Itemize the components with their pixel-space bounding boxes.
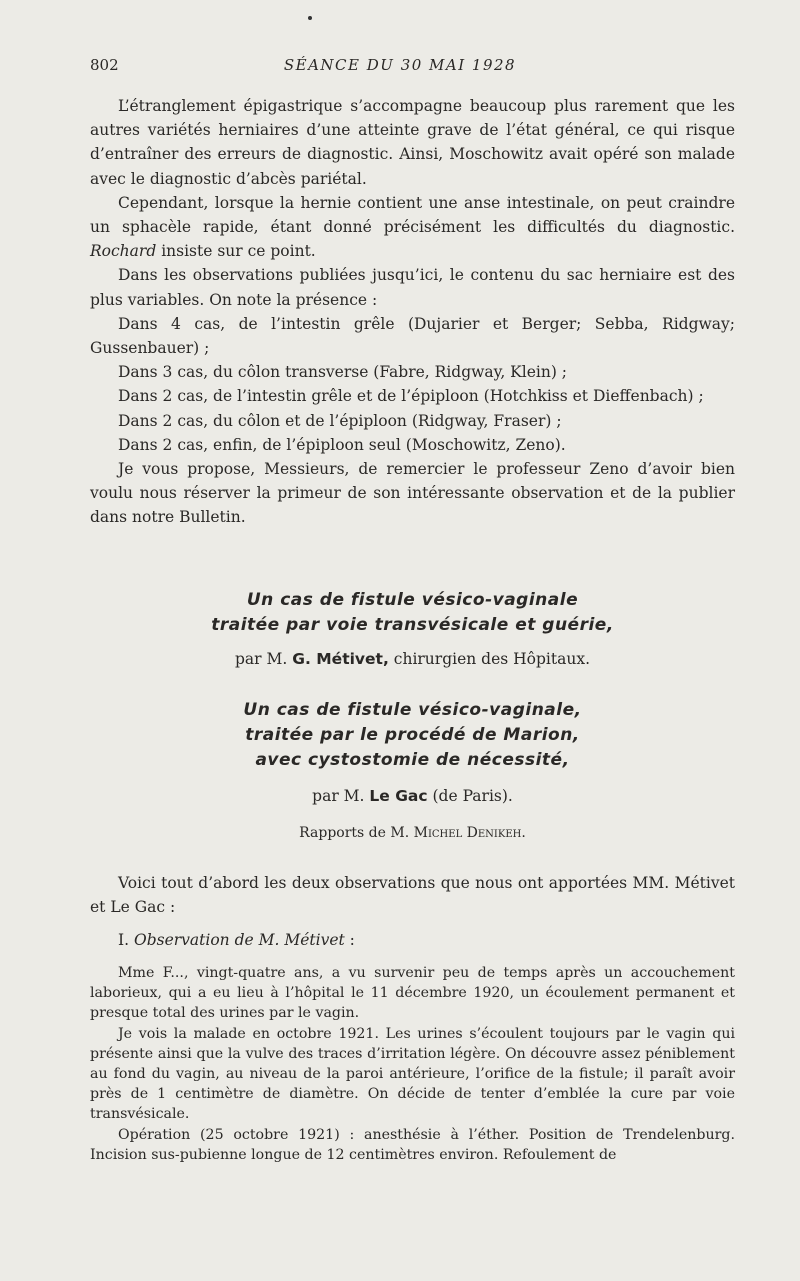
article1-byline [90, 648, 735, 670]
article2-title-line-2: traitée par le procédé de Marion, [245, 724, 580, 745]
body-paragraph-5: Voici tout d’abord les deux observations que nous ont apportées MM. Métivet et Le Gac : [90, 873, 735, 916]
article1-title-line-1: Un cas de fistule vésico-vaginale [246, 589, 579, 610]
reporter-name: Michel Denikeh. [413, 824, 526, 841]
case-report-text-1: F..., vingt-quatre ans, a vu survenir peu de temps après un accouchement laborieux, qui a eu lieu à l’hôpital le 11 décembre 1920, un écoulement permanent et presque total des urines par le vagin. [90, 965, 735, 1022]
reports-prefix: Rapports de M. [299, 824, 410, 841]
case-line-1: Dans 4 cas, de l’intestin grêle (Dujarier et Berger; Sebba, Ridgway; Gussenbauer) ; [90, 314, 735, 358]
page-body [90, 94, 735, 1165]
article1-by-suffix: chirurgien des Hôpitaux. [393, 649, 590, 668]
case-line-4: Dans 2 cas, du côlon et de l’épiploon (Ridgway, Fraser) ; [118, 411, 562, 430]
observation-title: Observation de M. Métivet [134, 931, 345, 950]
article2-by-suffix: (de Paris). [432, 786, 513, 805]
case-report-paragraph-3: Opération (25 octobre 1921) : anesthésie à l’éther. Position de Trendelenburg. Incision sus-pubienne longue de 12 centimètres environ. Refoulement de [90, 1126, 735, 1163]
article2-author: Le Gac [369, 786, 428, 805]
article1-title-line-2: traitée par voie transvésicale et guérie, [211, 614, 614, 635]
intro-p2-text-b: insiste sur ce point. [161, 242, 316, 261]
author-rochard: Rochard [90, 242, 157, 261]
case-line-5: Dans 2 cas, enfin, de l’épiploon seul (Moschowitz, Zeno). [118, 435, 566, 454]
article1-by-prefix: par M. [235, 649, 288, 668]
case-report-paragraph-1 [90, 963, 735, 1024]
print-speck [308, 16, 312, 20]
article2-title-line-3: avec cystostomie de nécessité, [255, 749, 570, 770]
observation-number: I. [118, 931, 130, 950]
article1-author: G. Métivet, [292, 649, 389, 668]
intro-paragraph-1: L’étranglement épigastrique s’accompagne beaucoup plus rarement que les autres variétés herniaires d’une atteinte grave de l’état général, ce qui risque d’entraîner des erreurs de diagnostic. Ainsi, Moschowitz avait opéré son malade avec le diagnostic d’abcès pariétal. [90, 97, 735, 188]
case-report-paragraph-2: Je vois la malade en octobre 1921. Les urines s’écoulent toujours par le vagin qui présente ainsi que la vulve des traces d’irritation légère. On découvre assez péniblement au fond du vagin, au niveau de la paroi antérieure, l’orifice de la fistule; il paraît avoir près de 1 centimètre de diamètre. On décide de tenter d’emblée la cure par voie transvésicale. [90, 1025, 735, 1123]
running-head: SÉANCE DU 30 MAI 1928 [283, 56, 517, 74]
article2-by-prefix: par M. [312, 786, 365, 805]
observation-colon: : [349, 931, 355, 950]
case-line-2: Dans 3 cas, du côlon transverse (Fabre, Ridgway, Klein) ; [118, 363, 568, 382]
article2-title-line-1: Un cas de fistule vésico-vaginale, [243, 699, 582, 720]
intro-paragraph-2 [90, 191, 735, 264]
page-header [90, 56, 710, 80]
patient-title: Mme [118, 965, 155, 982]
intro-paragraph-3: Dans les observations publiées jusqu’ici, le contenu du sac herniaire est des plus variables. On note la présence : [90, 266, 735, 309]
case-line-3: Dans 2 cas, de l’intestin grêle et de l’épiploon (Hotchkiss et Dieffenbach) ; [118, 387, 704, 406]
intro-paragraph-4: Je vous propose, Messieurs, de remercier le professeur Zeno d’avoir bien voulu nous réserver la primeur de son intéressante observation et de la publier dans notre Bulletin. [90, 460, 735, 527]
intro-p2-text-a: Cependant, lorsque la hernie contient une anse intestinale, on peut craindre un sphacèle rapide, étant donné précisément les difficultés du diagnostic. [90, 193, 735, 237]
page-number: 802 [90, 56, 119, 74]
article2-byline [90, 785, 735, 807]
observation-heading [90, 931, 735, 949]
reports-line [90, 825, 735, 841]
